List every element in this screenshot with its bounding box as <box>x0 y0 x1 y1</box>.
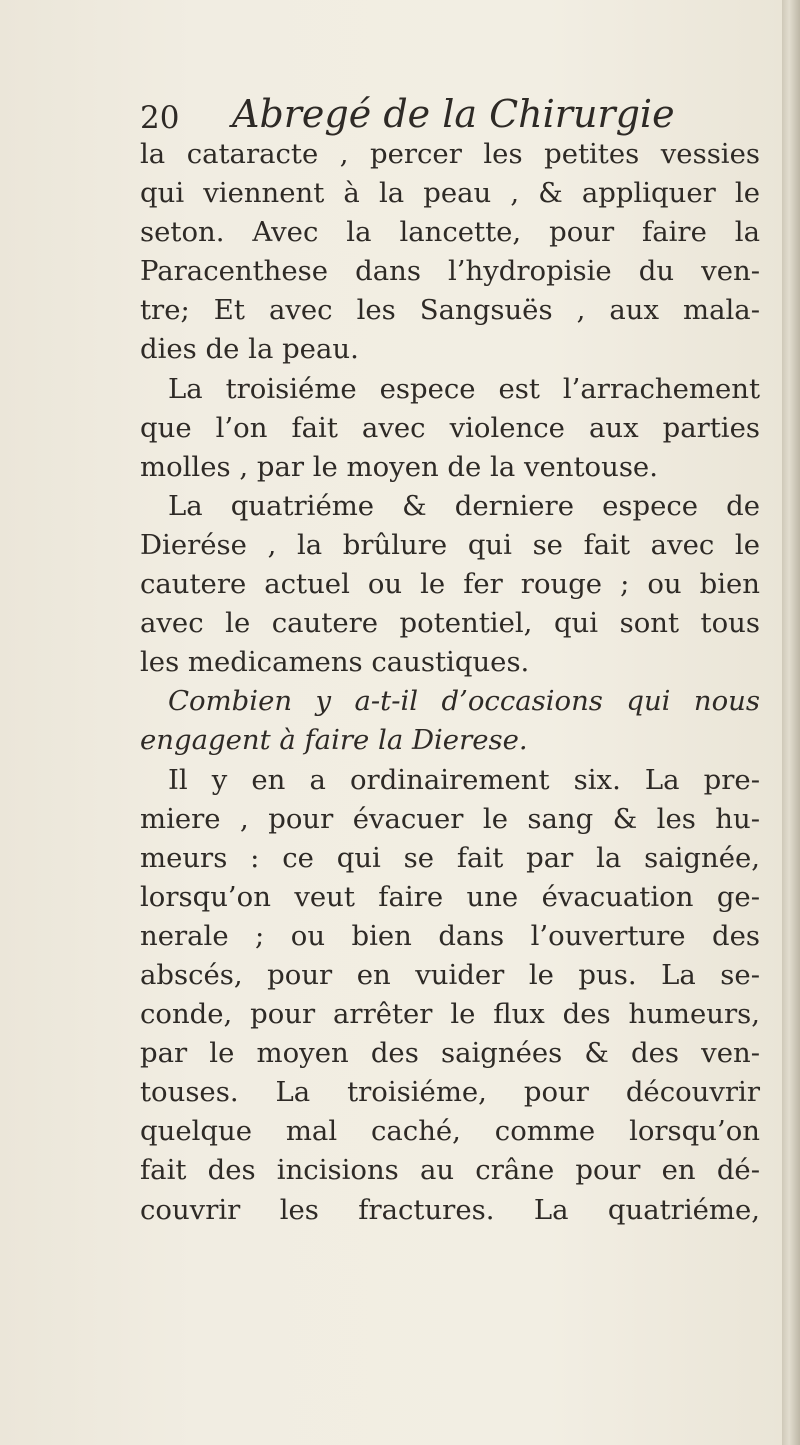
text-line: qui viennent à la peau , & appliquer le <box>140 177 760 210</box>
text-line: cautere actuel ou le fer rouge ; ou bien <box>140 568 760 601</box>
text-line: Dierése , la brûlure qui se fait avec le <box>140 528 760 561</box>
text-line: abscés, pour en vuider le pus. La se- <box>140 958 760 991</box>
text-line: par le moyen des saignées & des ven- <box>140 1037 760 1070</box>
text-line: dies de la peau. <box>140 333 359 366</box>
text-line: conde, pour arrêter le flux des humeurs, <box>140 998 760 1031</box>
section-question: Combien y a-t-il d’occasions qui nous <box>168 685 760 718</box>
running-head: Abregé de la Chirurgie <box>232 92 675 136</box>
text-line: miere , pour évacuer le sang & les hu- <box>140 802 760 835</box>
text-line: que l’on fait avec violence aux parties <box>140 411 760 444</box>
section-question: engagent à faire la Dierese. <box>140 724 528 757</box>
page-number: 20 <box>140 100 180 136</box>
text-line: tre; Et avec les Sangsuës , aux mala- <box>140 294 760 327</box>
text-line: couvrir les fractures. La quatriéme, <box>140 1193 760 1226</box>
text-line: la cataracte , percer les petites vessies <box>140 138 760 170</box>
text-line: seton. Avec la lancette, pour faire la <box>140 216 760 249</box>
text-line: Paracenthese dans l’hydropisie du ven- <box>140 255 760 288</box>
text-line: Il y en a ordinairement six. La pre- <box>168 763 760 796</box>
text-line: fait des incisions au crâne pour en dé- <box>140 1154 760 1187</box>
text-line: quelque mal caché, comme lorsqu’on <box>140 1115 760 1148</box>
text-line: La quatriéme & derniere espece de <box>168 489 760 522</box>
text-line: les medicamens caustiques. <box>140 646 530 679</box>
text-line: avec le cautere potentiel, qui sont tous <box>140 607 760 640</box>
text-line: lorsqu’on veut faire une évacuation ge- <box>140 880 760 913</box>
text-line: meurs : ce qui se fait par la saignée, <box>140 841 760 874</box>
text-line: La troisiéme espece est l’arrachement <box>168 372 760 405</box>
text-line: molles , par le moyen de la ventouse. <box>140 450 658 483</box>
text-line: touses. La troisiéme, pour découvrir <box>140 1076 760 1109</box>
text-line: nerale ; ou bien dans l’ouverture des <box>140 919 760 952</box>
body-text <box>140 135 760 1230</box>
book-spine-edge <box>782 0 800 1445</box>
